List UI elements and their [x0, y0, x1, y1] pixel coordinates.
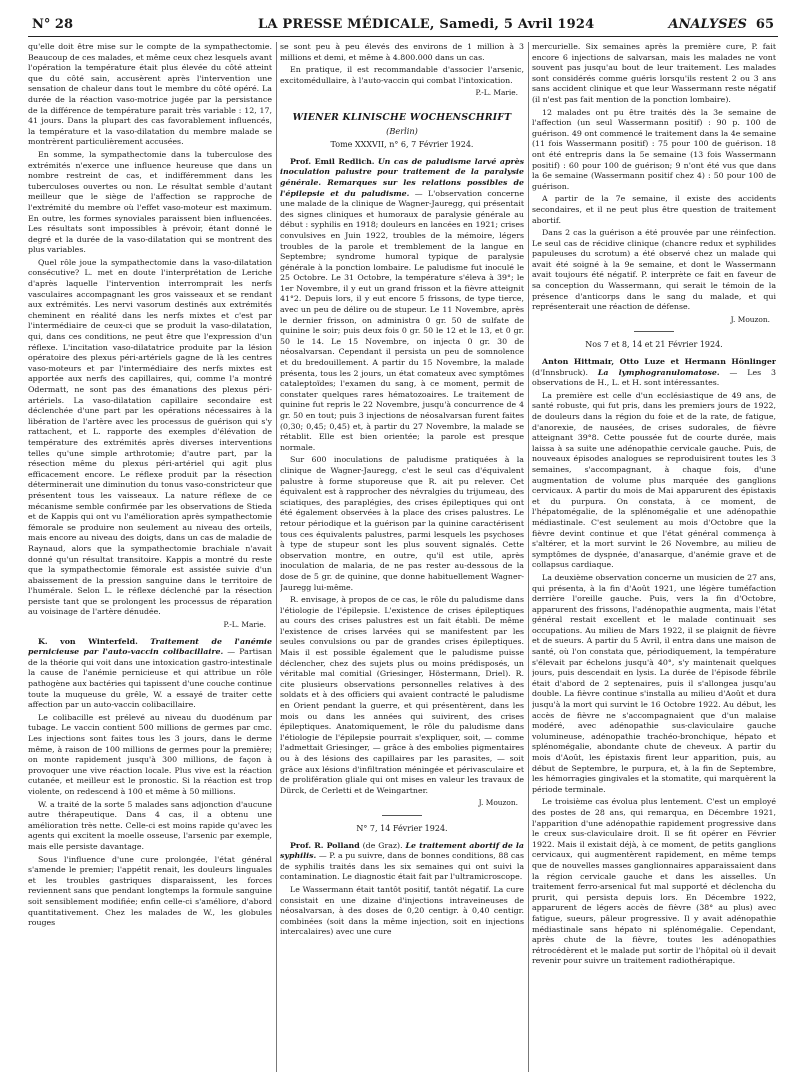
paragraph: Quel rôle joue la sympathectomie dans la vaso-dilatation consécutive? L. met en doute l'interprétation de Leriche d'après laquelle l'intervention interromprait les nerfs vasculaires accompagnant les gros vaisseaux et se rendant aux extrémités. Les nervi vasorum destinés aux extrémités cheminent en réalité dans les nerfs mixtes et c'est par l'intermédiaire de ceux-ci que se produit la vaso-dilatation, qui, dans ces conditions, ne peut être que l'expression d'un réflexe. L'incitation vaso-dilatatrice produite par la lésion opératoire des plexus péri-artériels gagne de là les centres vaso-moteurs et par l'intermédiaire des nerfs mixtes est apportée aux nerfs des capillaires, qui, comme l'a montré Odermatt, ne sont pas des émanations des plexus péri-artériels. La vaso-dilatation capillaire secondaire est déclenchée d'une part par les opérations nécessaires à la libération de l'artère avec les processus de guérison qui s'y rattachent, et L. rapporte des exemples d'élévation de température des extrémités après diverses interventions telles qu'une simple arthrotomie; d'autre part, par la résection même du plexus péri-artériel qui agit plus efficacement encore. Le réflexe produit par la résection déterminerait une diminution du tonus vaso-constricteur que présentent tous les vaisseaux. La nature réflexe de ce mécanisme semble confirmée par les observations de Stieda et de Kappis qui ont vu l'amélioration après sympathectomie fémorale se produire non seulement au niveau des orteils, mais encore au niveau des doigts, dans un cas de maladie de Raynaud, alors que la sympathectomie brachiale n'avait donné qu'un résultat transitoire. Kappis a montré du reste que la sympathectomie fémorale est assistée suivie d'un abaissement de la pression sanguine dans le territoire de l'humérale. Selon L. le réflexe déclenché par la résection persiste tant que se prolongent les processus de réparation au voisinage de l'artère dénudée. — [28, 257, 272, 617]
paragraph: R. envisage, à propos de ce cas, le rôle du paludisme dans l'étiologie de l'épilepsie. L'existence de crises épileptiques au cours des crises palustres est un fait établi. De même l'existence de crises larvées qui se manifestent par les seules convulsions ou par de grandes crises épileptiques. Mais il est possible également que le paludisme puisse déclencher, chez des sujets plus ou moins prédisposés, un véritable mal comitial (Griesinger, Höstermann, Driel). R. cite plusieurs observations personnelles relatives à des soldats et à des officiers qui avaient contracté le paludisme en Orient pendant la guerre, et qui présentèrent, dans les mois ou dans les années qui suivirent, des crises épileptiques. Anatomiquement, le rôle du paludisme dans l'étiologie de l'épilepsie pourrait s'expliquer, soit, — comme l'admettait Griesinger, — grâce à des embolies pigmentaires ou à des lésions des capillaires par les parasites, — soit grâce aux lésions d'infiltration méningée et périvasculaire et de prolifération gliale qui ont mises en valeur les travaux de Dürck, de Cerletti et de Weingartner. — [280, 595, 524, 795]
page-folio: 65 — [755, 17, 774, 32]
article-author: Prof. Emil Redlich. — [290, 156, 375, 166]
article-lead: — P. a pu suivre, dans de bonnes conditions, 88 cas de syphilis traités dans les six semaines qui ont suivi la contamination. Le diagnostic était fait par l'ultramicroscope. — [280, 851, 524, 882]
article-redlich — [280, 157, 524, 454]
article-hittmair — [532, 357, 776, 389]
column-divider — [276, 42, 277, 1072]
journal-city: (Berlin) — [386, 125, 418, 136]
article-lead: — L'observation concerne une malade de la clinique de Wagner-Jauregg, qui présentait des signes cliniques et humoraux de paralysie générale au début : syphilis en 1918; douleurs en lancées en 1921; crises convulsives en Juin 1922, troubles de la mémoire, légers troubles de la parole et tremblement de la langue en Septembre; syndrome humoral typique de paralysie générale à la ponction lombaire. Le paludisme fut inoculé le 25 Octobre. Le 31 Octobre, la température s'éleva à 39°; le 1er Novembre, il y eut un grand frisson et la fièvre atteignit 41°2. Depuis lors, il y eut encore 5 frissons, de type tierce, avec un peu de délire ou de stupeur. Le 11 Novembre, après le dernier frisson, on administra 0 gr. 50 de sulfate de quinine le soir; puis deux fois 0 gr. 50 le 12 et le 13, et 0 gr. 50 le 14. Le 15 Novembre, on injecta 0 gr. 30 de néosalvarsan. Cependant il persista un peu de somnolence et du bredouillement. A partir du 15 Novembre, la malade présenta, tous les 2 jours, un état comateux avec symptômes cataleptoïdes; l'examen du sang, à ce moment, permit de constater quelques rares hématozoaires. Le traitement de quinine fut repris le 22 Novembre, jusqu'à concurrence de 4 gr. 50 en tout; puis 3 injections de néosalvarsan furent faites (0,30; 0,45; 0,45) et, à partir du 27 Novembre, la malade se rétablit. Elle est bien orientée; la parole est presque normale. — [280, 188, 524, 452]
article-author: K. von Winterfeld. — [38, 636, 138, 646]
signature: P.-L. Marie. — [223, 620, 266, 630]
paragraph: se sont peu à peu élevés des environs de 1 million à 3 millions et demi, et même à 4.800.000 dans un cas. — [280, 42, 524, 62]
newspaper-page — [28, 14, 778, 1074]
article-title: Le traitement abortif de la syphilis. — [280, 840, 524, 861]
page-number: N° 28 — [32, 17, 73, 32]
paragraph: La première est celle d'un ecclésiastique de 49 ans, de santé robuste, qui fut pris, dans les premiers jours de 1922, de douleurs dans la région du foie et de la rate, de fatigue, d'anorexie, de nausées, de crises sudorales, de fièvre atteignant 39°8. Cette poussée fut de courte durée, mais laissa à sa suite une adénopathie cervicale gauche. Puis, de nouveaux épisodes analogues se reproduisirent toutes les 3 semaines, s'accompagnant, à chaque fois, d'une augmentation de volume plus marquée des ganglions cervicaux. A partir du mois de Mai apparurent des épistaxis et du purpura. On constata, à ce moment, de l'hépatomégalie, de la splénomégalie et une adénopathie médiastinale. C'est seulement au mois d'Octobre que la fièvre devint continue et que l'état général commença à s'altérer, et la mort survint le 26 Novembre, au milieu de symptômes de dyspnée, d'anasarque, d'anémie grave et de collapsus cardiaque. — [532, 390, 776, 570]
paragraph: Sur 600 inoculations de paludisme pratiquées à la clinique de Wagner-Jauregg, c'est le seul cas d'équivalent palustre à forme stuporeuse que R. ait pu relever. Cet équivalent est à rapprocher des névralgies du trijumeau, des sciatiques, des paraplégies, des crises épileptiques qui ont été également observées à la place des crises palustres. Le retour périodique et la guérison par la quinine caractérisent tous ces équivalents palustres, parmi lesquels les psychoses à type de stupeur sont les plus souvent signalés. Cette observation montre, en outre, qu'il est utile, après inoculation de malaria, de ne pas rester au-dessous de la dose de 5 gr. de quinine, que donne habituellement Wagner-Jauregg lui-même. — [280, 455, 524, 592]
signature: J. Mouzon. — [730, 314, 770, 324]
paragraph: En pratique, il est recommandable d'associer l'arsenic, excitomédullaire, à l'auto-vaccin qui combat l'intoxication. — [280, 65, 524, 85]
divider — [634, 331, 674, 332]
article-title: Traitement de l'anémie pernicieuse par l'auto-vaccin colibacillaire. — [28, 636, 272, 657]
paragraph: A partir de la 7e semaine, il existe des accidents secondaires, et il ne peut plus être question de traitement abortif. — [532, 194, 776, 225]
paragraph: qu'elle doit être mise sur le compte de la sympathectomie. Beaucoup de ces malades, et même ceux chez lesquels avant l'opération la température était plus élevée du côté atteint que du côté sain, accusèrent après l'intervention une sensation de chaleur dans tout le membre du côté opéré. La durée de la réaction vaso-motrice jugée par la persistance de la différence de température parait très variable : 12, 17, 41 jours. Dans la plupart des cas favorablement influencés, la température et la vaso-dilatation du membre malade se montrèrent particulièrement accusées. — [28, 42, 272, 147]
paragraph: Le troisième cas évolua plus lentement. C'est un employé des postes de 28 ans, qui remarqua, en Décembre 1921, l'apparition d'une adénopathie rapidement progressive dans le creux sus-claviculaire droit. Il se fit opérer en Février 1922. Mais il existait déjà, à ce moment, de petits ganglions cervicaux, qui augmentèrent rapidement, en même temps que de nouvelles masses ganglionnaires apparaissaient dans la région cervicale gauche et dans les aisselles. Un traitement ferro-arsenical fut mal supporté et déclencha du prurit, qui persista depuis lors. En Décembre 1922, apparurent de légers accès de fièvre (38° au plus) avec fatigue, sueurs, pâleur progressive. Il y avait adénopathie médiastinale sans hépato ni splénomégalie. Cependant, après chute de la fièvre, toutes les adénopathies rétrocédèrent et le malade put sortir de l'hôpital où il devait revenir pour suivre un traitement radiothérapique. — [532, 797, 776, 966]
author-city: (d'Innsbruck). — [532, 367, 588, 377]
article-polland — [280, 841, 524, 883]
paragraph: Sous l'influence d'une cure prolongée, l'état général s'amende le premier; l'appétit renait, les douleurs linguales et les troubles gastriques disparaissent, les forces reviennent sans que pendant longtemps la formule sanguine soit sensiblement modifiée; enfin celle-ci s'améliore, d'abord quantitativement. Chez les malades de W., les globules rouges — [28, 854, 272, 928]
article-title: La lymphogranulomatose. — [597, 367, 720, 377]
column-divider — [528, 42, 529, 1072]
article-author: Prof. R. Polland — [290, 840, 360, 850]
paragraph: Le colibacille est prélevé au niveau du duodénum par tubage. Le vaccin contient 500 millions de germes par cmc. Les injections sont faites tous les 3 jours, dans le derme même, à raison de 100 millions de germes pour la première; on monte rapidement jusqu'à 300 millions, de façon à provoquer une vive réaction locale. Plus vive est la réaction cutanée, et meilleur est le pronostic. Si la réaction est trop violente, on redescend à 100 et même à 50 millions. — [28, 712, 272, 796]
column-3 — [532, 42, 776, 1072]
issue-line: Nos 7 et 8, 14 et 21 Février 1924. — [585, 340, 723, 350]
paragraph: W. a traité de la sorte 5 malades sans adjonction d'aucune autre thérapeutique. Dans 4 cas, il a obtenu une amélioration très nette. Celle-ci est moins rapide qu'avec les agents qui excitent la moelle osseuse, l'arsenic par exemple, mais elle persiste davantage. — [28, 799, 272, 851]
issue-line: Tome XXXVII, n° 6, 7 Février 1924. — [330, 140, 474, 150]
article-winterfeld — [28, 637, 272, 711]
article-lead: — Partisan de la théorie qui voit dans une intoxication gastro-intestinale la cause de l'anémie pernicieuse et qui attribue un rôle pathogène aux bactéries qui tapissent d'une couche continue toute la muqueuse du grêle, W. a essayé de traiter cette affection par un auto-vaccin colibacillaire. — [28, 647, 272, 710]
signature: P.-L. Marie. — [475, 88, 518, 98]
section-label — [669, 17, 775, 32]
journal-title: WIENER KLINISCHE WOCHENSCHRIFT — [292, 111, 512, 123]
paragraph: La deuxième observation concerne un musicien de 27 ans, qui présenta, à la fin d'Août 1921, une légère tuméfaction derrière l'oreille gauche. Puis, vers la fin d'Octobre, apparurent des frissons, l'adénopathie augmenta, mais l'état général restait excellent et le malade continuait ses occupations. Au milieu de Mars 1922, il se plaignit de fièvre et de sueurs. A partir du 5 Avril, il entra dans une maison de santé, où l'on constata que, périodiquement, la température s'élevait par échelons jusqu'à 40°, s'y maintenait quelques jours, puis descendait en lysis. La durée de l'épisode fébrile était d'abord de 2 septenaires, puis il s'allongea jusqu'au double. La fièvre continue s'installa au milieu d'Août et dura jusqu'à la mort qui survint le 16 Octobre 1922. Au début, les accès de fièvre ne s'accompagnaient que d'un malaise modéré, avec adénopathie sus-claviculaire gauche volumineuse, adénopathie trachéo-bronchique, hépato et splénomégalie, abondante chute de cheveux. A partir du mois d'Août, les épistaxis firent leur apparition, puis, au début de Septembre, le purpura, et, à la fin de Septembre, les hémorragies gingivales et la stomatite, qui marquèrent la période terminale. — [532, 572, 776, 794]
article-lead: — Les 3 observations de H., L. et H. sont intéressantes. — [532, 367, 776, 388]
divider — [382, 815, 422, 816]
paragraph: 12 malades ont pu être traités dès la 3e semaine de l'affection (un seul Wassermann positif) : 90 p. 100 de guérison. 49 ont commencé le traitement dans la 4e semaine (11 fois Wassermann positif) : 75 pour 100 de guérison. 18 ont été entrepris dans la 5e semaine (13 fois Wassermann positif) : 60 pour 100 de guérison; 9 n'ont été vus que dans la 6e semaine (Wassermann positif chez 4) : 50 pour 100 de guérison. — [532, 107, 776, 191]
article-title: Un cas de paludisme larvé après inoculation palustre pour traitement de la paralysie générale. Remarques sur les relations possibles de l'épilepsie et du paludisme. — [280, 156, 524, 198]
issue-line: N° 7, 14 Février 1924. — [356, 823, 448, 833]
article-author: Anton Hittmair, Otto Luze et Hermann Hönlinger — [542, 357, 776, 367]
author-city: (de Graz). — [362, 840, 403, 850]
section-name: ANALYSES — [668, 17, 747, 32]
article-columns — [28, 42, 778, 1072]
paragraph: Dans 2 cas la guérison a été prouvée par une réinfection. Le seul cas de récidive clinique (chancre redux et syphilides papuleuses du scrotum) a été observé chez un malade qui avait été soigné à la 9e semaine, et dont le Wassermann avait toujours été négatif. P. interprète ce fait en faveur de sa conception du Wassermann, qui serait le témoin de la présence d'anticorps dans le sang du malade, et qui représenterait une réaction de défense. — [532, 228, 776, 312]
journal-masthead: LA PRESSE MÉDICALE, Samedi, 5 Avril 1924 — [258, 17, 595, 32]
column-2 — [280, 42, 524, 1072]
signature: J. Mouzon. — [478, 798, 518, 808]
column-1 — [28, 42, 272, 1072]
page-header — [28, 14, 778, 37]
paragraph: En somme, la sympathectomie dans la tuberculose des extrémités n'exerce une influence heureuse que dans un nombre restreint de cas, et indifféremment dans les tuberculoses ouvertes ou non. Le résultat semble d'autant meilleur que le siège de l'affection se rapproche de l'extrémité du membre où l'effet vaso-moteur est maximum. En outre, les formes synoviales paraissent bien influencées. Les résultats sont impossibles à prévoir, étant donné le degré et la durée de la vaso-dilatation qui se montrent des plus variables. — [28, 149, 272, 255]
paragraph: mercurielle. Six semaines après la première cure, P. fait encore 6 injections de salvarsan, mais les malades ne vont souvent pas jusqu'au bout de leur traitement. Les malades sont considérés comme guéris lorsqu'ils restent 2 ou 3 ans sans accident clinique et que leur Wassermann reste négatif (il n'est pas fait mention de la ponction lombaire). — [532, 42, 776, 104]
paragraph: Le Wassermann était tantôt positif, tantôt négatif. La cure consistait en une dizaine d'injections intraveineuses de néosalvarsan, à des doses de 0,20 centigr. à 0,40 centigr. combinées (soit dans la même injection, soit en injections intercalaires) avec une cure — [280, 884, 524, 937]
